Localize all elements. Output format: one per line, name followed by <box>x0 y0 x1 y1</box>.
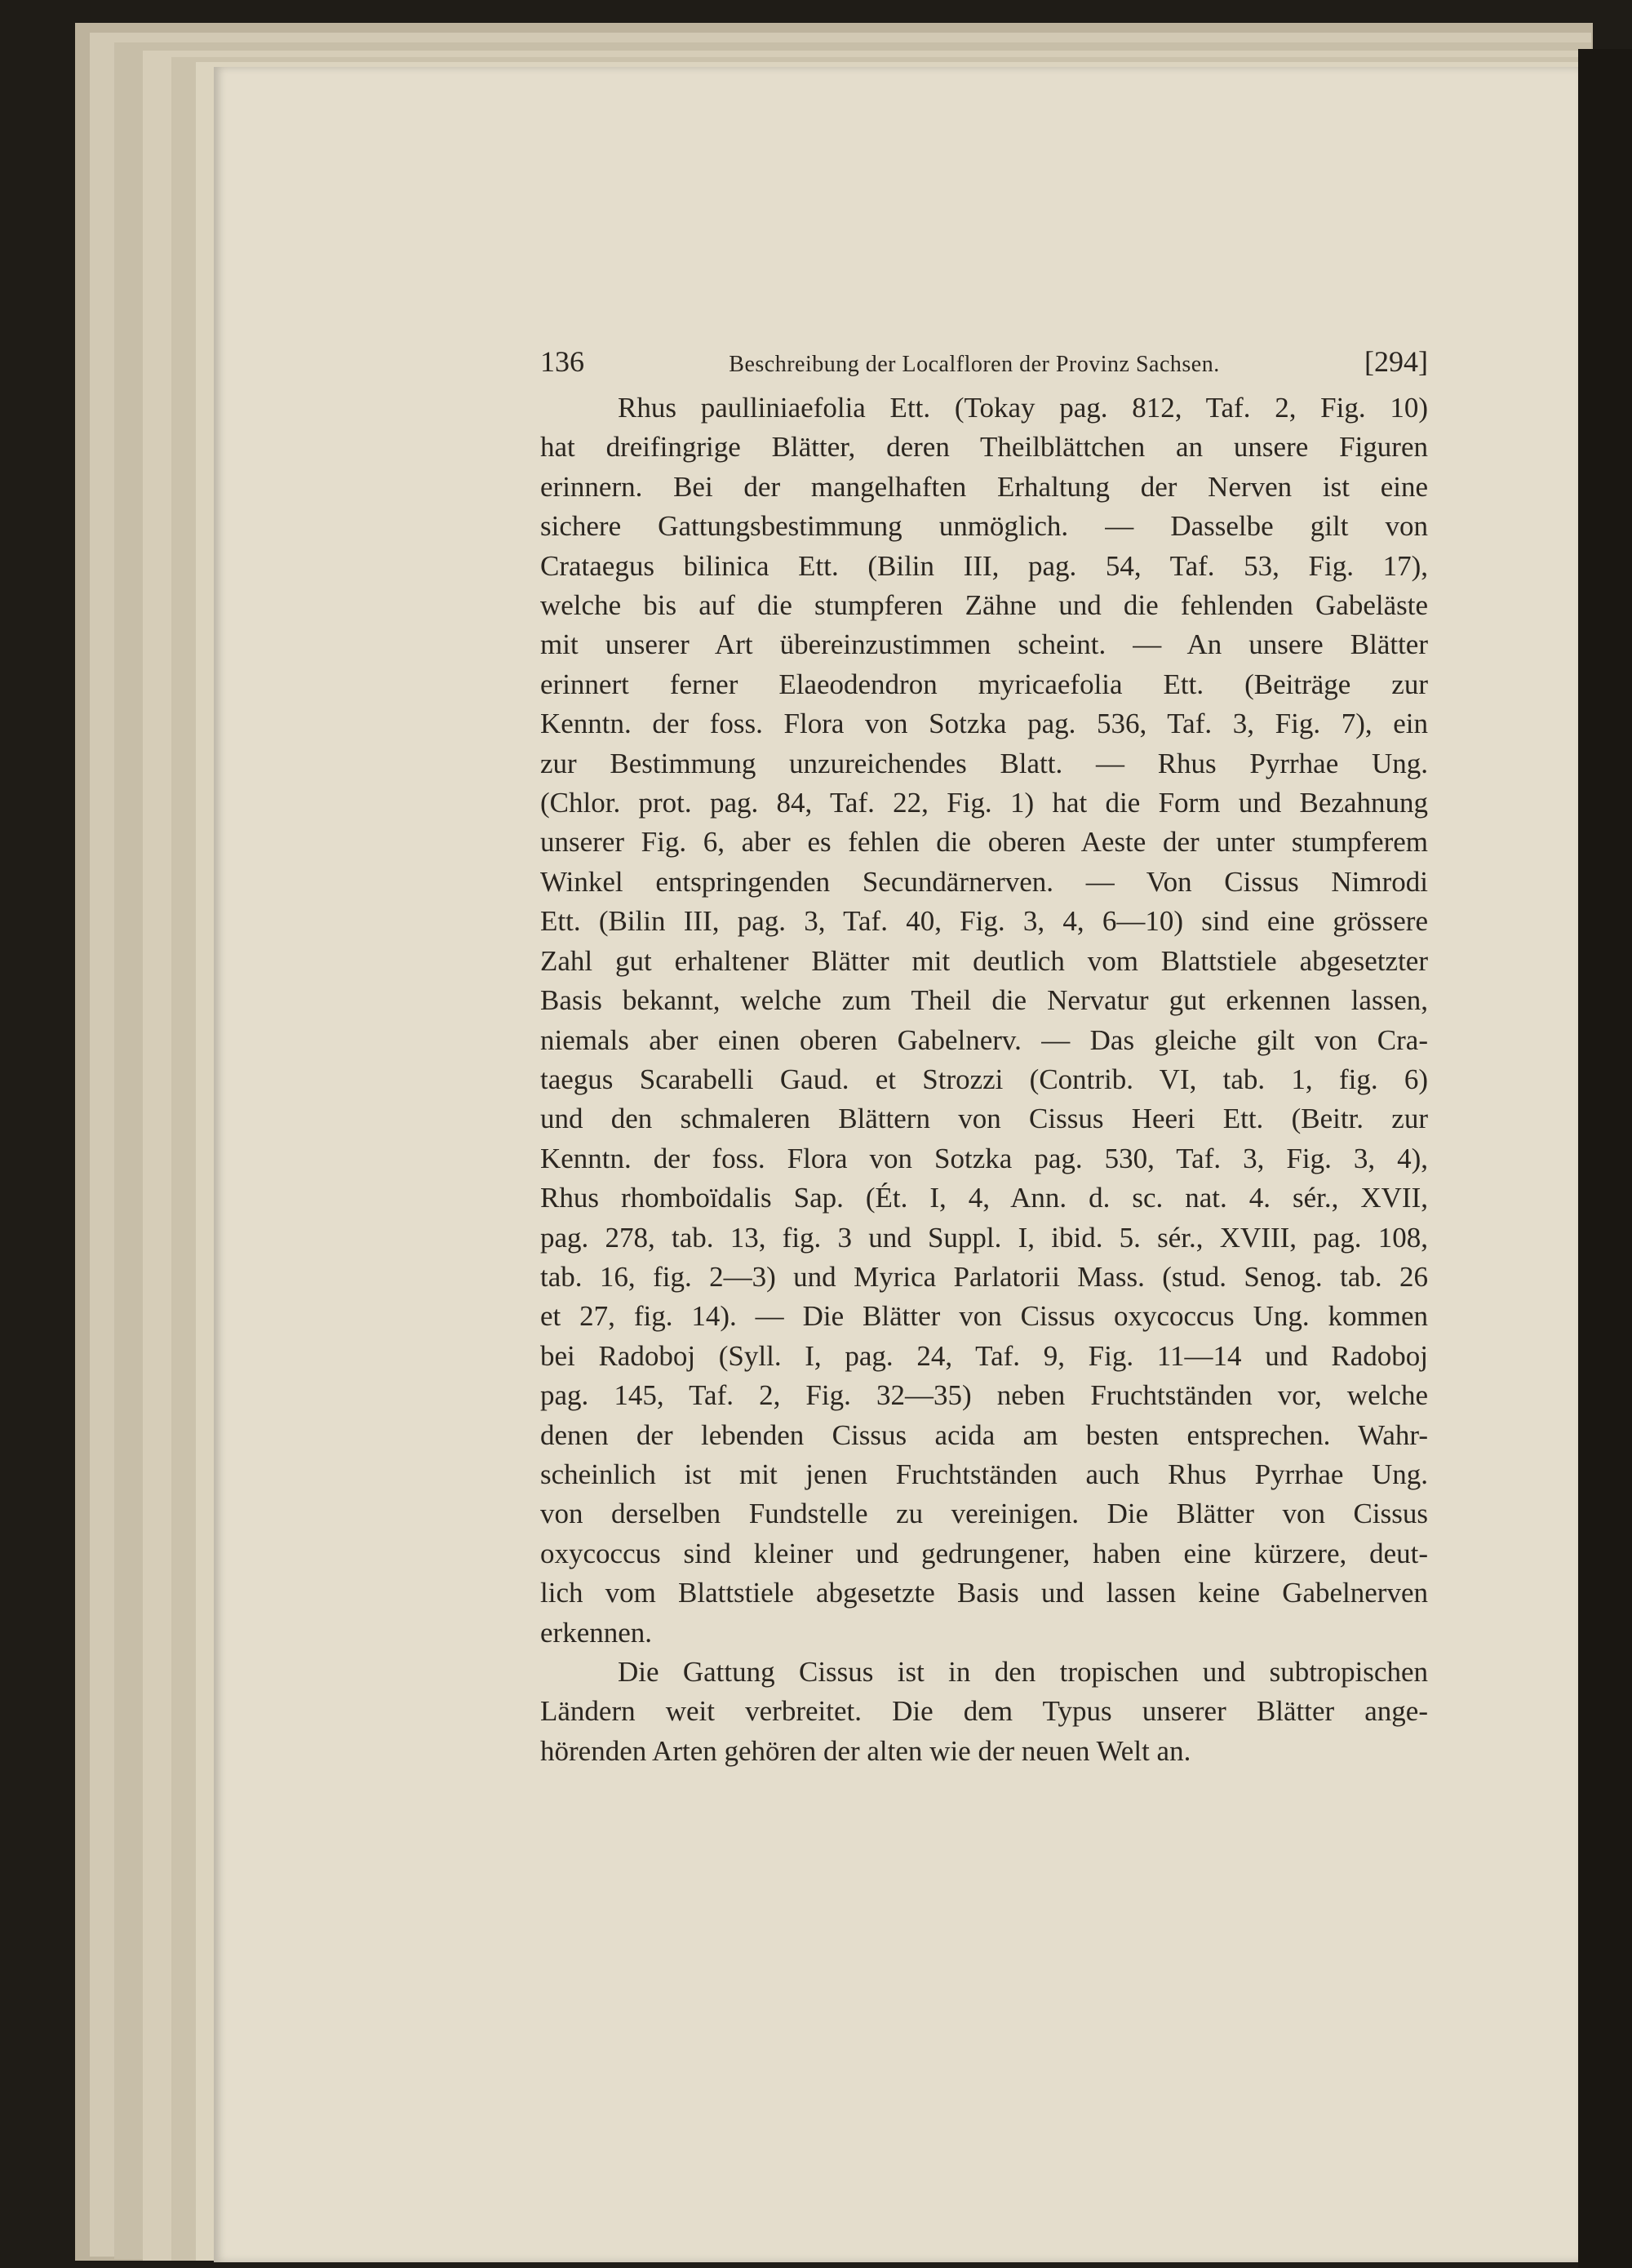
text-line: mit unserer Art übereinzustimmen scheint. — An unsere Blätter <box>540 628 1428 661</box>
text-line: zur Bestimmung unzureichendes Blatt. — Rhus Pyrrhae Ung. <box>540 747 1428 779</box>
text-line: Rhus rhomboïdalis Sap. (Ét. I, 4, Ann. d. sc. nat. 4. sér., XVII, <box>540 1182 1428 1214</box>
text-line: (Chlor. prot. pag. 84, Taf. 22, Fig. 1) hat die Form und Bezahnung <box>540 787 1428 819</box>
text-line: und den schmaleren Blättern von Cissus Heeri Ett. (Beitr. zur <box>540 1103 1428 1135</box>
binding-shadow <box>1578 49 1632 2268</box>
text-line: pag. 278, tab. 13, fig. 3 und Suppl. I, ibid. 5. sér., XVIII, pag. 108, <box>540 1221 1428 1254</box>
text-line: erkennen. <box>540 1616 653 1649</box>
paragraph-1 <box>540 388 1428 1653</box>
text-line: Kenntn. der foss. Flora von Sotzka pag. 536, Taf. 3, Fig. 7), ein <box>540 708 1428 740</box>
running-title: Beschreibung der Localfloren der Provinz Sachsen. <box>729 352 1220 377</box>
page-number: 136 <box>540 345 584 378</box>
text-line: pag. 145, Taf. 2, Fig. 32—35) neben Fruchtständen vor, welche <box>540 1379 1428 1412</box>
text-line: niemals aber einen oberen Gabelnerv. — Das gleiche gilt von Cra- <box>540 1023 1428 1056</box>
text-line: tab. 16, fig. 2—3) und Myrica Parlatorii Mass. (stud. Senog. tab. 26 <box>540 1260 1428 1293</box>
text-line: denen der lebenden Cissus acida am besten entsprechen. Wahr- <box>540 1418 1428 1451</box>
text-line: welche bis auf die stumpferen Zähne und die fehlenden Gabeläste <box>540 589 1428 622</box>
text-line: von derselben Fundstelle zu vereinigen. Die Blätter von Cissus <box>540 1498 1428 1530</box>
page-text <box>540 344 1428 1771</box>
text-line: et 27, fig. 14). — Die Blätter von Cissus oxycoccus Ung. kommen <box>540 1300 1428 1333</box>
text-line: erinnert ferner Elaeodendron myricaefolia Ett. (Beiträge zur <box>540 668 1428 700</box>
text-line: bei Radoboj (Syll. I, pag. 24, Taf. 9, Fig. 11—14 und Radoboj <box>540 1339 1428 1372</box>
text-line: Ett. (Bilin III, pag. 3, Taf. 40, Fig. 3, 4, 6—10) sind eine grössere <box>540 905 1428 938</box>
text-line: Die Gattung Cissus ist in den tropischen und subtropischen <box>618 1656 1428 1688</box>
text-line: erinnern. Bei der mangelhaften Erhaltung der Nerven ist eine <box>540 470 1428 503</box>
text-line: sichere Gattungsbestimmung unmöglich. — Dasselbe gilt von <box>540 510 1428 543</box>
text-line: Kenntn. der foss. Flora von Sotzka pag. 530, Taf. 3, Fig. 3, 4), <box>540 1142 1428 1174</box>
text-line: scheinlich ist mit jenen Fruchtständen auch Rhus Pyrrhae Ung. <box>540 1458 1428 1490</box>
text-line: Rhus paulliniaefolia Ett. (Tokay pag. 812, Taf. 2, Fig. 10) <box>618 392 1428 424</box>
paragraph-2 <box>540 1653 1428 1771</box>
bracket-page-number: [294] <box>1364 345 1428 378</box>
text-line: Ländern weit verbreitet. Die dem Typus unserer Blätter ange- <box>540 1695 1428 1728</box>
text-line: hörenden Arten gehören der alten wie der neuen Welt an. <box>540 1734 1191 1767</box>
text-line: Winkel entspringenden Secundärnerven. — Von Cissus Nimrodi <box>540 865 1428 898</box>
text-line: oxycoccus sind kleiner und gedrungener, haben eine kürzere, deut- <box>540 1537 1428 1569</box>
text-line: Zahl gut erhaltener Blätter mit deutlich vom Blattstiele abgesetzter <box>540 944 1428 977</box>
text-line: lich vom Blattstiele abgesetzte Basis und lassen keine Gabelnerven <box>540 1577 1428 1609</box>
text-line: unserer Fig. 6, aber es fehlen die oberen Aeste der unter stumpferem <box>540 826 1428 859</box>
running-header <box>540 344 1428 388</box>
text-line: taegus Scarabelli Gaud. et Strozzi (Contrib. VI, tab. 1, fig. 6) <box>540 1063 1428 1095</box>
text-line: hat dreifingrige Blätter, deren Theilblättchen an unsere Figuren <box>540 431 1428 464</box>
text-line: Crataegus bilinica Ett. (Bilin III, pag. 54, Taf. 53, Fig. 17), <box>540 549 1428 582</box>
text-line: Basis bekannt, welche zum Theil die Nervatur gut erkennen lassen, <box>540 984 1428 1017</box>
